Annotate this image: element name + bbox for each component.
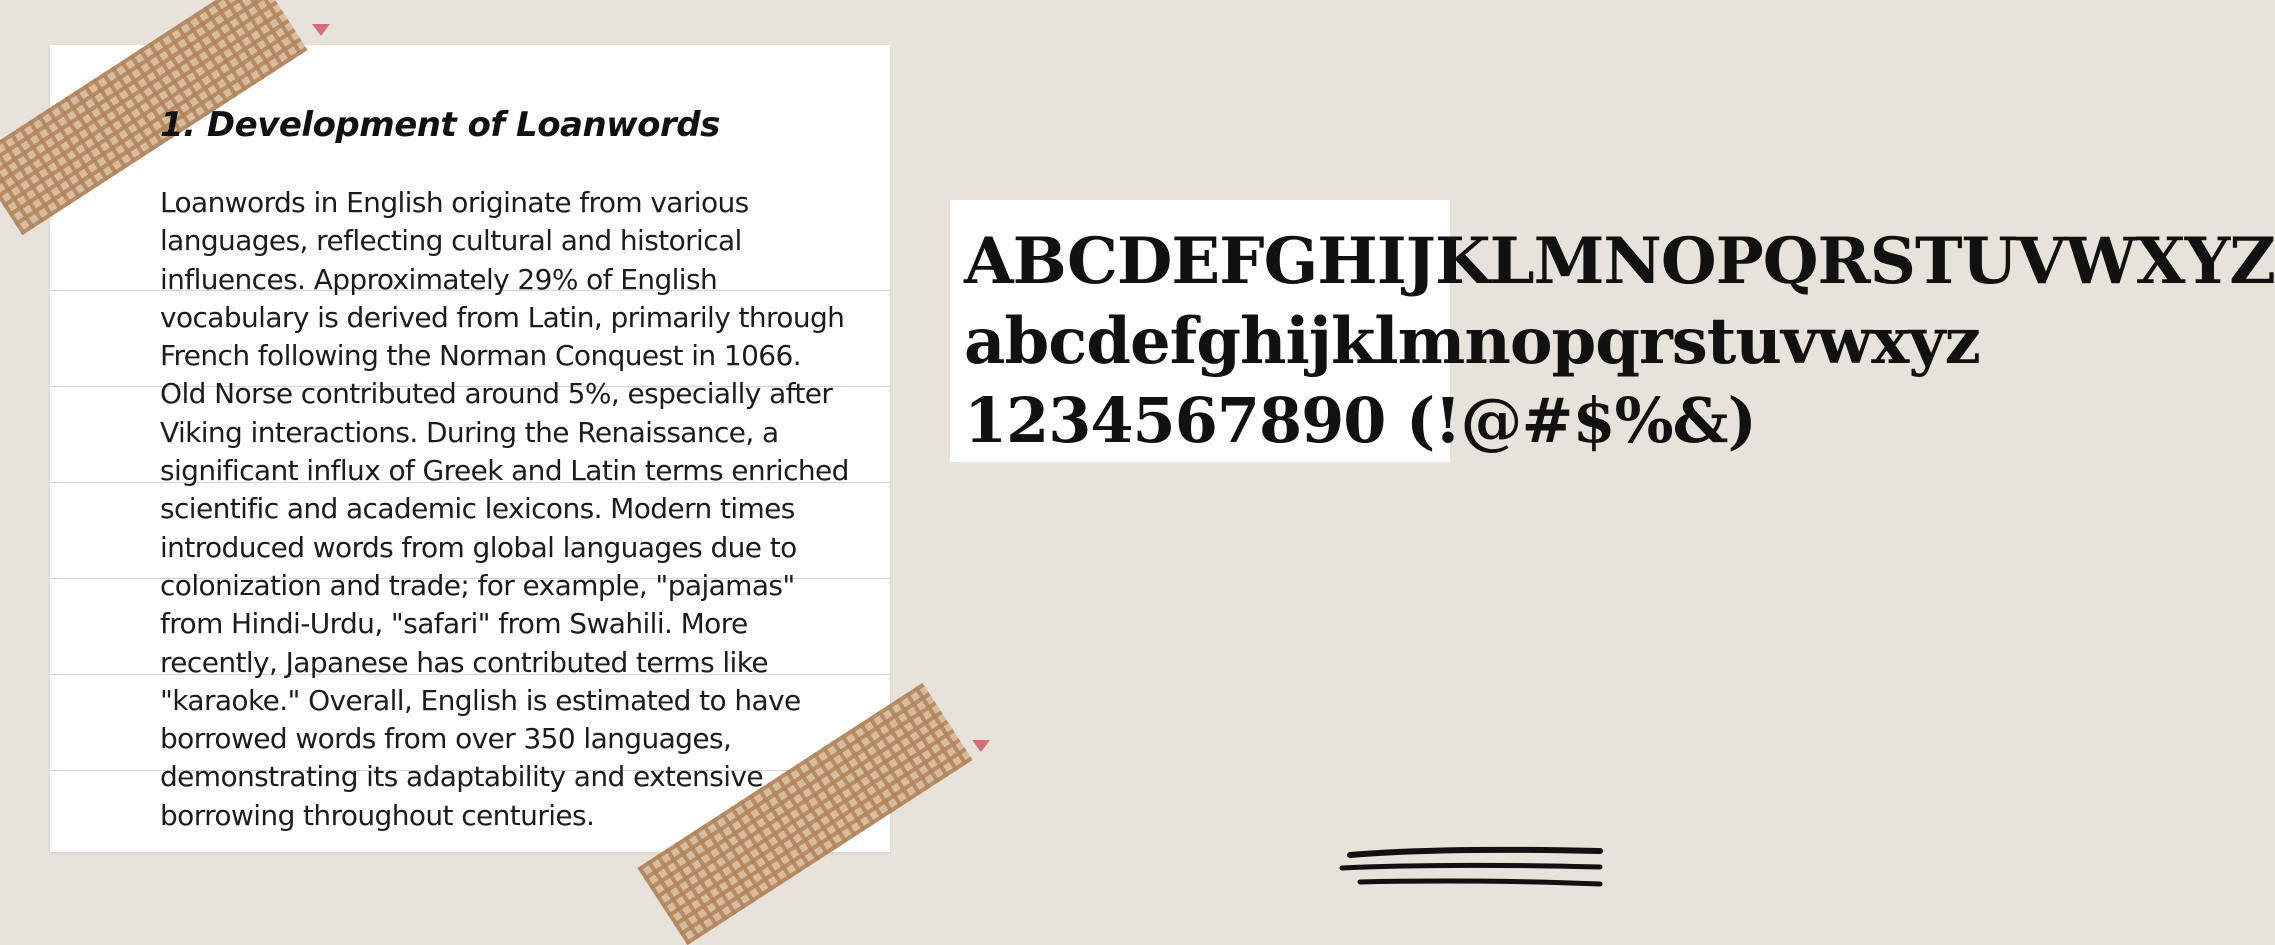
heart-icon: [972, 740, 990, 752]
brush-strokes-decoration: [1340, 840, 1600, 900]
specimen-digits: 1234567890 (!@#$%&): [964, 384, 1756, 457]
slide-body-text: Loanwords in English originate from various languages, reflecting cultural and historical influences. Approximately 29% of English vocabulary is derived from Latin, primarily through French following the Norman Conquest in 1066. Old Norse contributed around 5%, especially after Viking interactions. During the Renaissance, a significant influx of Greek and Latin terms enriched scientific and academic lexicons. Modern times introduced words from global languages due to colonization and trade; for example, "pajamas" from Hindi-Urdu, "safari" from Swahili. More recently, Japanese has contributed terms like "karaoke." Overall, English is estimated to have borrowed words from over 350 languages, demonstrating its adaptability and extensive borrowing throughout centuries.: [160, 186, 849, 832]
heart-icon: [312, 24, 330, 36]
specimen-uppercase: ABCDEFGHIJKLMNOPQRSTUVWXYZ: [964, 224, 2275, 299]
slide-title: 1. Development of Loanwords: [160, 105, 720, 145]
font-specimen-card: [950, 200, 2275, 462]
specimen-lowercase: abcdefghijklmnopqrstuvwxyz: [964, 304, 1980, 379]
